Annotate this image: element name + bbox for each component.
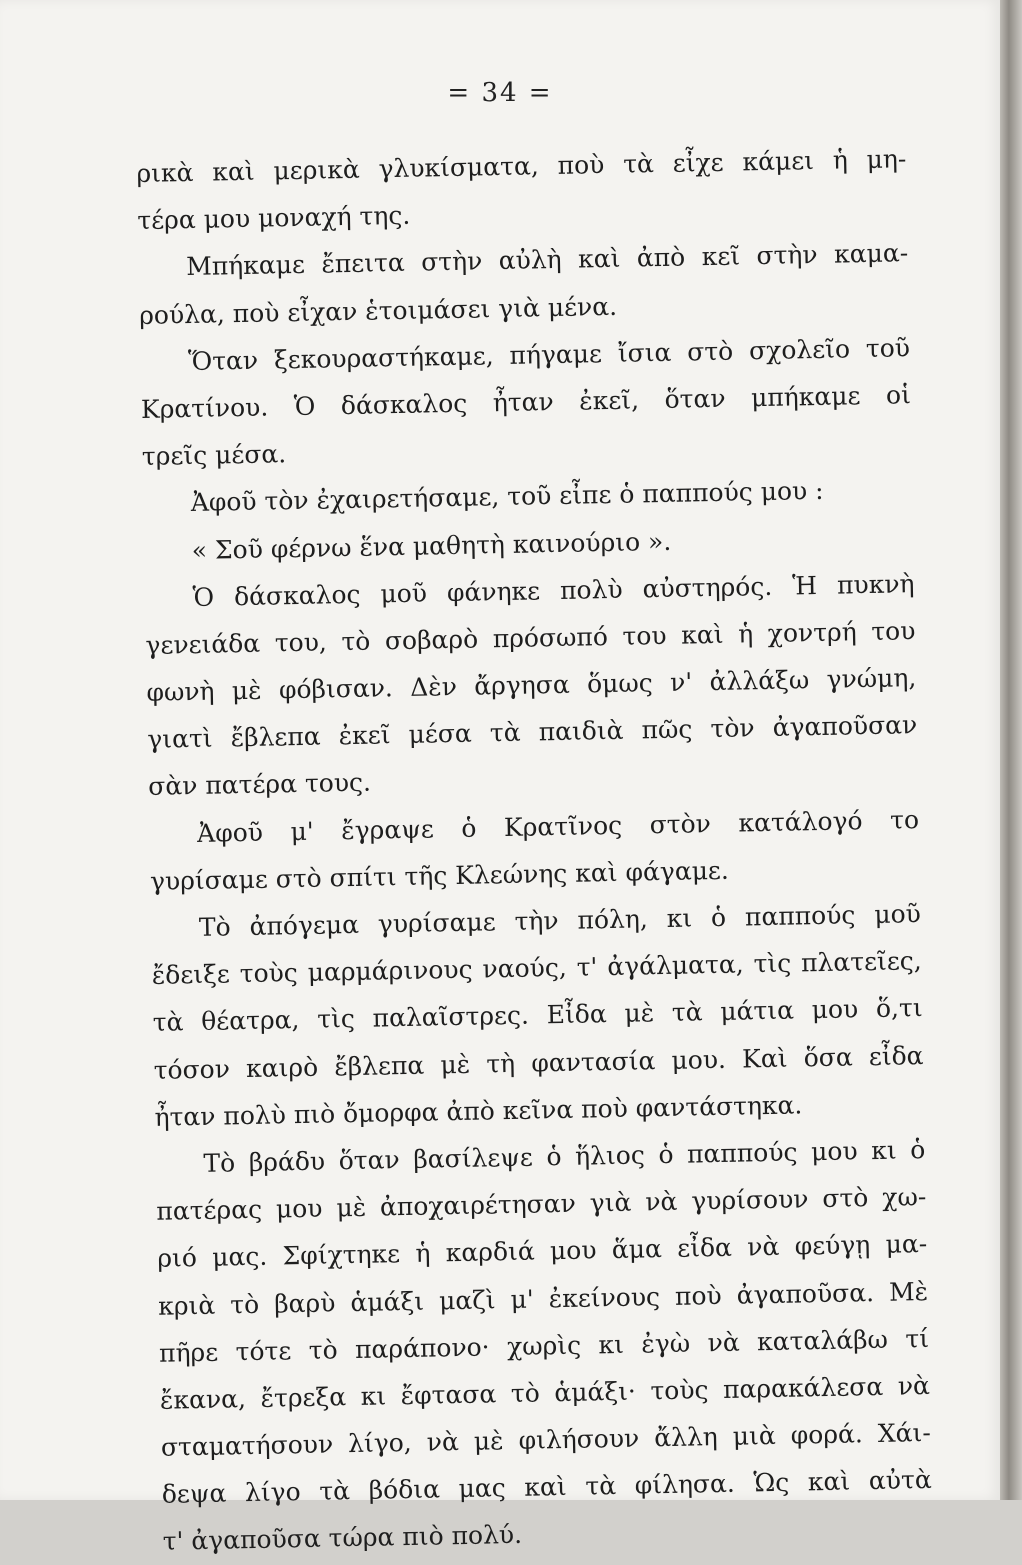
text-line: σὰν πατέρα τους. [147,768,372,802]
body-text [136,135,933,1565]
text-line: ρούλα, ποὺ εἶχαν ἑτοιμάσει γιὰ μένα. [138,291,618,330]
text-line: Ὁ δάσκαλος μοῦ φάνηκε πολὺ αὐστηρός. Ἡ πυκνὴ [192,568,915,612]
text-line: κριὰ τὸ βαρὺ ἁμάξι μαζὶ μ' ἐκείνους ποὺ ἀγαποῦσα. Μὲ [157,1276,929,1321]
text-line: Ὅταν ξεκουραστήκαμε, πήγαμε ἴσια στὸ σχολεῖο τοῦ [187,332,911,376]
text-line: φωνὴ μὲ φόβισαν. Δὲν ἄργησα ὅμως ν' ἀλλάξω γνώμη, [146,663,917,707]
text-line: ριό μας. Σφίχτηκε ἡ καρδιά μου ἅμα εἶδα νὰ φεύγῃ μα- [157,1229,928,1274]
text-line: γενειάδα του, τὸ σοβαρὸ πρόσωπό του καὶ ἡ χοντρή του [145,616,916,660]
text-line: γυρίσαμε στὸ σπίτι τῆς Κλεώνης καὶ φάγαμε. [149,855,730,896]
text-line: Ἀφοῦ τὸν ἐχαιρετήσαμε, τοῦ εἶπε ὁ παππούς μου : [190,476,824,518]
text-line: ἔκανα, ἔτρεξα κι ἔφτασα τὸ ἁμάξι· τοὺς παρακάλεσα νὰ [159,1370,931,1415]
text-line: τόσον καιρὸ ἔβλεπα μὲ τὴ φαντασία μου. Καὶ ὅσα εἶδα [153,1040,924,1085]
text-line: δεψα λίγο τὰ βόδια μας καὶ τὰ φίλησα. Ὡς καὶ αὐτὰ [161,1465,932,1509]
text-line: ἦταν πολὺ πιὸ ὄμορφα ἀπὸ κεῖνα ποὺ φαντάστηκα. [154,1090,803,1132]
text-line: γιατὶ ἔβλεπα ἐκεῖ μέσα τὰ παιδιὰ πῶς τὸν ἀγαποῦσαν [147,710,918,755]
text-line: « Σοῦ φέρνω ἕνα μαθητὴ καινούριο ». [191,526,672,565]
text-line: Μπήκαμε ἔπειτα στὴν αὐλὴ καὶ ἀπὸ κεῖ στὴν καμα- [185,238,909,282]
text-line: τρεῖς μέσα. [141,439,287,472]
text-line: τέρα μου μοναχή της. [137,200,411,236]
text-line: πῆρε τότε τὸ παράπονο· χωρὶς κι ἐγὼ νὰ καταλάβω τί [158,1323,930,1368]
text-line: ἔδειξε τοὺς μαρμάρινους ναούς, τ' ἀγάλματα, τὶς πλατεῖες, [151,946,922,991]
text-line: πατέρας μου μὲ ἀποχαιρέτησαν γιὰ νὰ γυρίσουν στὸ χω- [156,1182,927,1226]
page-edge [1000,0,1022,1500]
page-number: = 34 = [447,78,553,108]
text-line: Τὸ βράδυ ὅταν βασίλεψε ὁ ἥλιος ὁ παππούς μου κι ὁ [203,1134,926,1178]
text-line: Κρατίνου. Ὁ δάσκαλος ἦταν ἐκεῖ, ὅταν μπήκαμε οἱ [140,380,912,424]
text-line: σταματήσουν λίγο, νὰ μὲ φιλήσουν ἄλλη μιὰ φορά. Χάι- [160,1418,932,1462]
text-line: τὰ θέατρα, τὶς παλαῖστρες. Εἶδα μὲ τὰ μάτια μου ὅ,τι [152,993,923,1038]
text-line: τ' ἀγαποῦσα τώρα πιὸ πολύ. [162,1520,523,1557]
text-line: Ἀφοῦ μ' ἔγραψε ὁ Κρατῖνος στὸν κατάλογό το [196,804,920,848]
text-line: ρικὰ καὶ μερικὰ γλυκίσματα, ποὺ τὰ εἶχε κάμει ἡ μη- [136,144,907,188]
text-line: Τὸ ἀπόγεμα γυρίσαμε τὴν πόλη, κι ὁ παππούς μοῦ [198,899,922,942]
